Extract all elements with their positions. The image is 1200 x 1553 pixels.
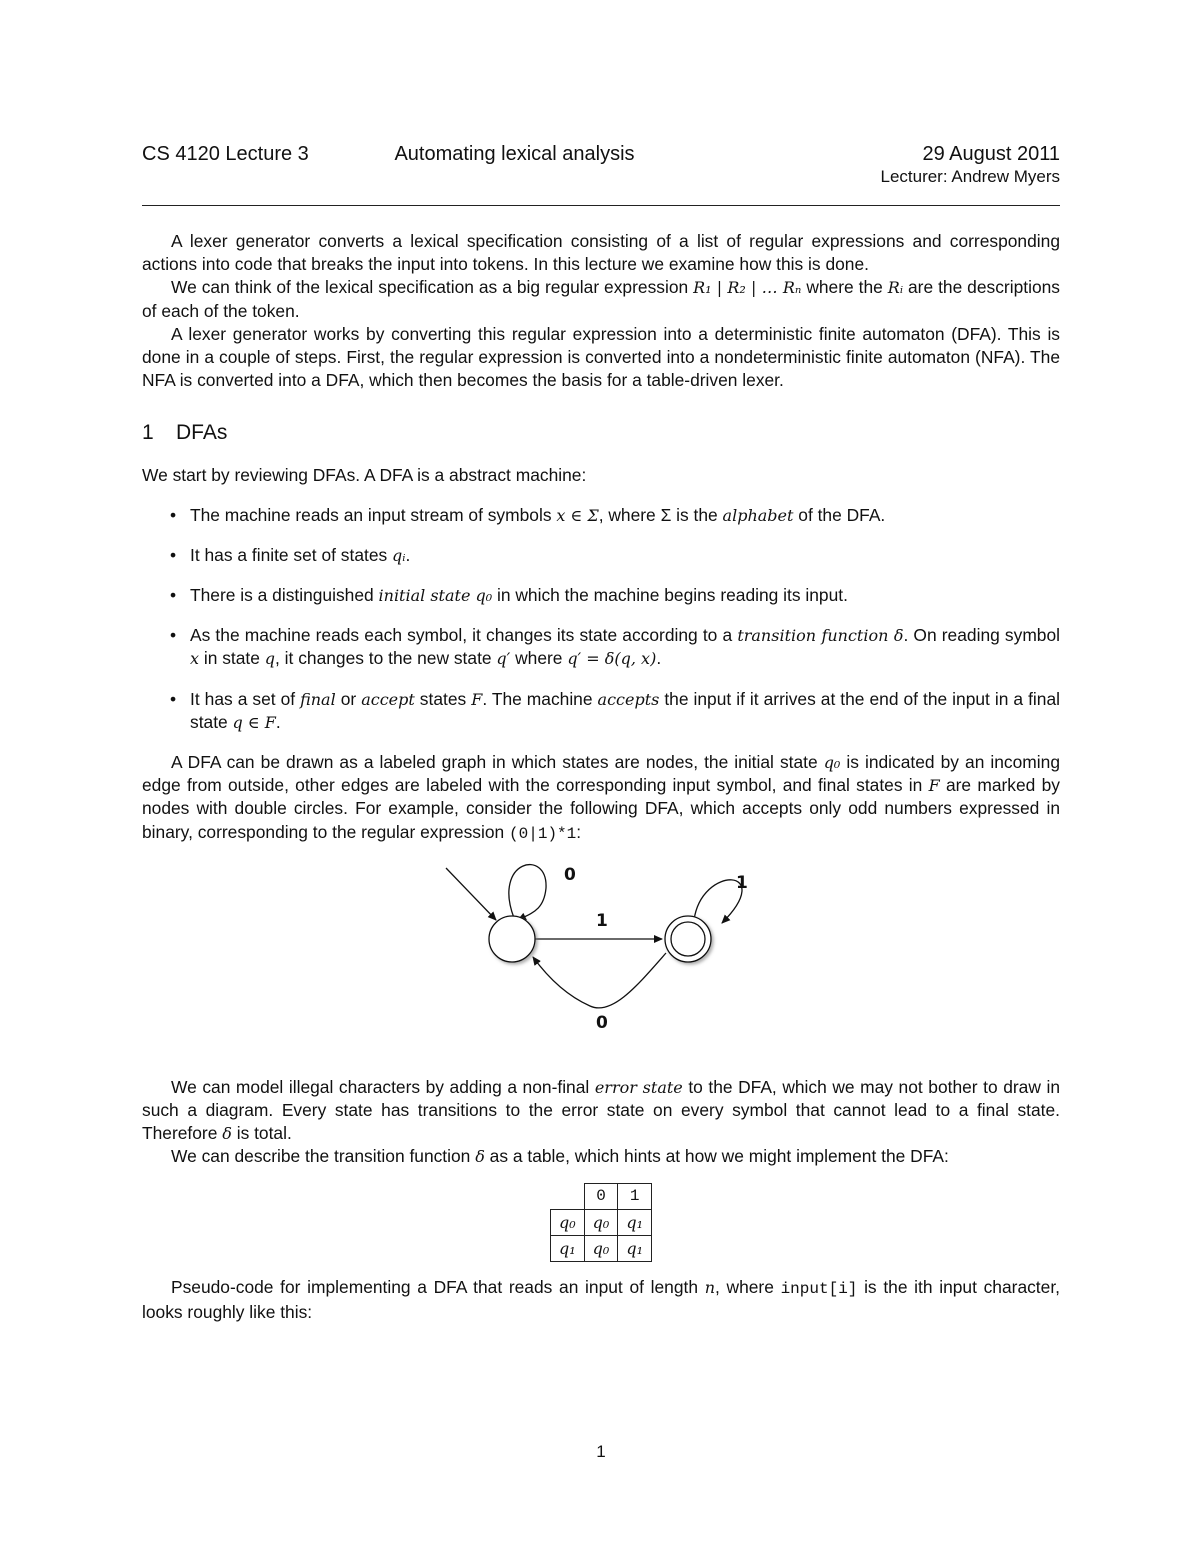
- table-cell: q₁: [618, 1236, 652, 1262]
- label-q0-q1: 1: [596, 910, 608, 931]
- table-state: q₀: [551, 1209, 585, 1235]
- table-col-0: 0: [584, 1183, 618, 1209]
- bullet-list: [142, 504, 1060, 734]
- table-row: [551, 1236, 652, 1262]
- error-paragraph: We can model illegal characters by adding a non-final error state to the DFA, which we may not bother to draw in such a diagram. Every state has transitions to the error state on every symbol that cannot lead to a final state. Therefore δ is total.: [142, 1076, 1060, 1144]
- regex-math: R₁ | R₂ | … Rₙ: [693, 278, 802, 298]
- table-corner: [551, 1183, 585, 1209]
- input-code: input[i]: [780, 1280, 858, 1299]
- table-cell: q₀: [584, 1209, 618, 1235]
- edge-q1-q0: [533, 953, 666, 1008]
- list-item: • It has a finite set of states qᵢ.: [190, 544, 1060, 567]
- table-header-row: [551, 1183, 652, 1209]
- list-item: • There is a distinguished initial state q₀ in which the machine begins reading its input.: [190, 584, 1060, 607]
- label-self-q1: 1: [736, 872, 748, 893]
- label-self-q0: 0: [564, 864, 576, 885]
- header-date: 29 August 2011: [922, 143, 1060, 165]
- table-cell: q₀: [584, 1236, 618, 1262]
- list-item: • It has a set of final or accept states F. The machine accepts the input if it arrives at the end of the input in a final state q ∈ F.: [190, 688, 1060, 734]
- self-loop-q1: [694, 880, 742, 923]
- header-rule: [142, 205, 1060, 206]
- table-col-1: 1: [618, 1183, 652, 1209]
- transition-table: [550, 1183, 652, 1263]
- pseudo-paragraph: Pseudo-code for implementing a DFA that reads an input of length n, where input[i] is the ith input character, looks roughly like this:: [142, 1277, 1060, 1323]
- header-title: Automating lexical analysis: [394, 143, 635, 165]
- header-lecturer: Lecturer: Andrew Myers: [880, 167, 1060, 186]
- body-text: [142, 230, 1060, 1325]
- intro-paragraph-2: We can think of the lexical specification as a big regular expression R₁ | R₂ | … Rₙ where the Rᵢ are the descriptions of each of the token.: [142, 277, 1060, 321]
- table-row: [551, 1209, 652, 1235]
- intro-paragraph-1: A lexer generator converts a lexical specification consisting of a list of regular expressions and corresponding actions into code that breaks the input into tokens. In this lecture we examine how this is done.: [142, 231, 1060, 275]
- table-cell: q₁: [618, 1209, 652, 1235]
- regex-code: (0|1)*1: [509, 824, 577, 843]
- dfa-svg: [432, 858, 772, 1058]
- section-lead: We start by reviewing DFAs. A DFA is a abstract machine:: [142, 465, 587, 486]
- page-number: 1: [596, 1442, 606, 1461]
- dfa-diagram: [142, 858, 1060, 1068]
- start-edge: [446, 868, 496, 920]
- table-paragraph: We can describe the transition function δ as a table, which hints at how we might implement the DFA:: [171, 1146, 949, 1167]
- state-q0: [489, 916, 535, 962]
- self-loop-q0: [509, 864, 546, 919]
- state-q1: [665, 916, 711, 962]
- list-item: • As the machine reads each symbol, it changes its state according to a transition function δ. On reading symbol x in state q, it changes to the new state q′ where q′ = δ(q, x).: [190, 624, 1060, 670]
- page: [142, 0, 1060, 1553]
- section-heading: 1 DFAs: [142, 421, 228, 445]
- header-course: CS 4120 Lecture 3: [142, 143, 309, 165]
- table-state: q₁: [551, 1236, 585, 1262]
- label-q1-q0: 0: [596, 1012, 608, 1033]
- list-item: • The machine reads an input stream of symbols x ∈ Σ, where Σ is the alphabet of the DFA.: [190, 504, 1060, 527]
- graph-paragraph: A DFA can be drawn as a labeled graph in which states are nodes, the initial state q₀ is indicated by an incoming edge from outside, other edges are labeled with the corresponding input symbol, and final states in F are marked by nodes with double circles. For example, consider the following DFA, which accepts only odd numbers expressed in binary, corresponding to the regular expression (0|1)*1:: [142, 752, 1060, 843]
- intro-paragraph-3: A lexer generator works by converting this regular expression into a deterministic finite automaton (DFA). This is done in a couple of steps. First, the regular expression is converted into a nondeterministic finite automaton (NFA). The NFA is converted into a DFA, which then becomes the basis for a table-driven lexer.: [142, 323, 1060, 391]
